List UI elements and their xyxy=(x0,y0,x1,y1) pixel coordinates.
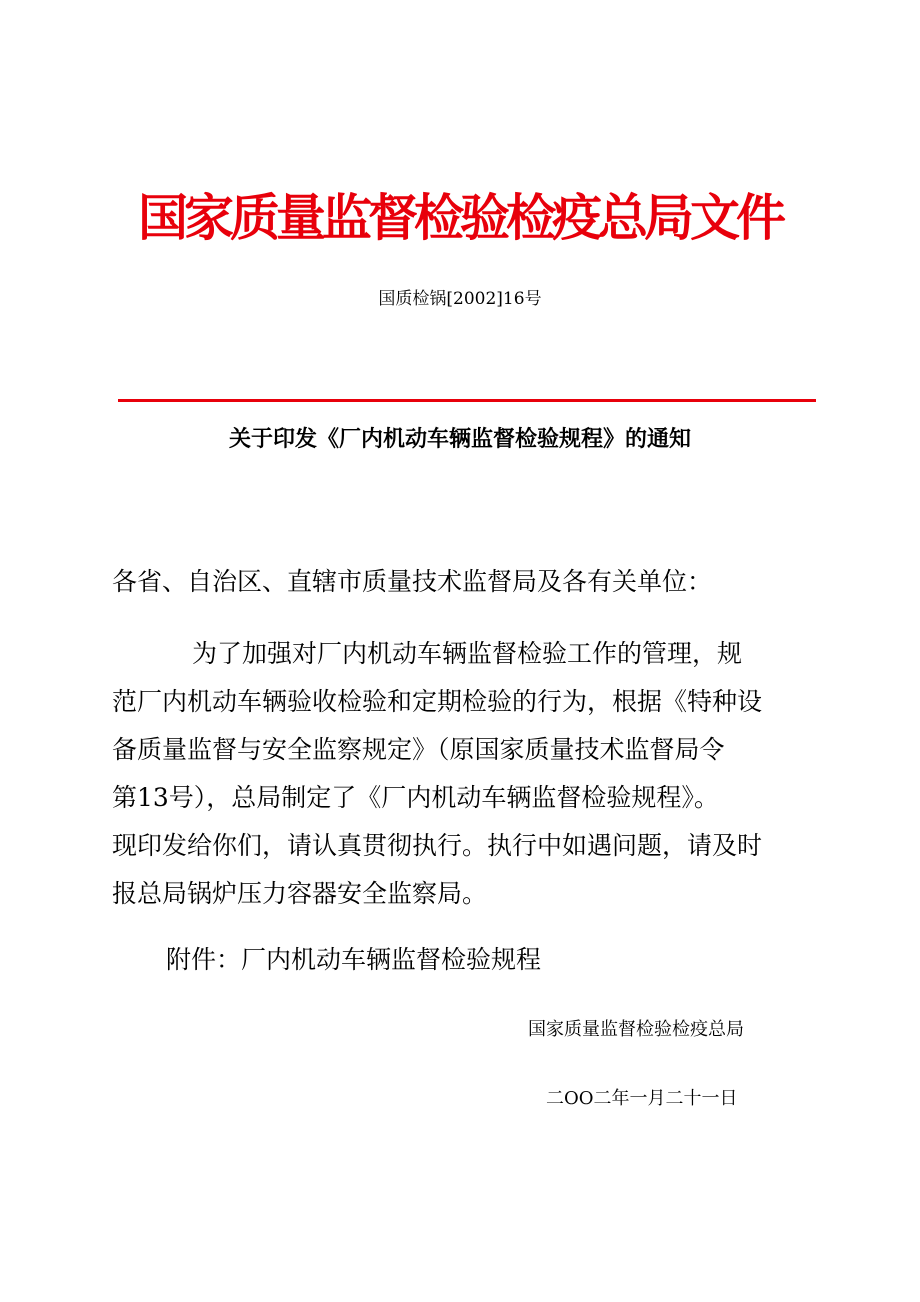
issuing-authority: 国家质量监督检验检疫总局 xyxy=(528,1019,744,1040)
issue-date: 二OO二年一月二十一日 xyxy=(546,1088,738,1109)
body-line: 范厂内机动车辆验收检验和定期检验的行为，根据《特种设 xyxy=(112,687,763,716)
body-line: 为了加强对厂内机动车辆监督检验工作的管理，规 xyxy=(192,639,743,668)
document-number: 国质检锅[2002]16号 xyxy=(378,289,542,309)
salutation: 各省、自治区、直辖市质量技术监督局及各有关单位： xyxy=(112,567,713,596)
body-line: 现印发给你们，请认真贯彻执行。执行中如遇问题，请及时 xyxy=(112,831,763,860)
header-divider-line xyxy=(118,399,816,402)
body-line: 备质量监督与安全监察规定》（原国家质量技术监督局令 xyxy=(112,735,725,764)
body-line: 报总局锅炉压力容器安全监察局。 xyxy=(112,879,488,908)
body-paragraph xyxy=(112,630,832,918)
document-header-title: 国家质量监督检验检疫总局文件 xyxy=(138,189,782,247)
notice-title: 关于印发《厂内机动车辆监督检验规程》的通知 xyxy=(228,427,691,452)
attachment-line: 附件：厂内机动车辆监督检验规程 xyxy=(166,945,542,974)
body-line: 第13号），总局制定了《厂内机动车辆监督检验规程》。 xyxy=(112,783,719,812)
